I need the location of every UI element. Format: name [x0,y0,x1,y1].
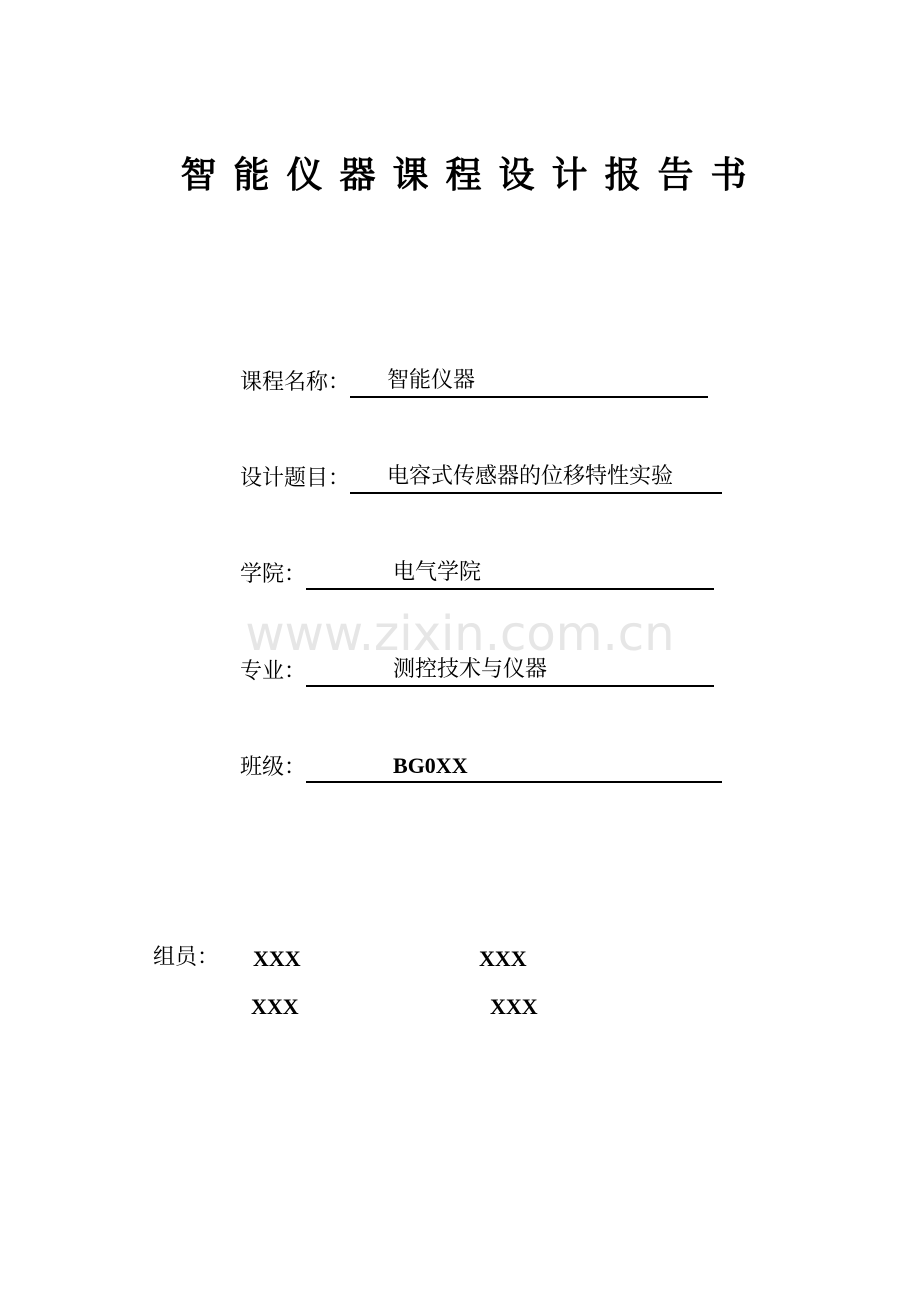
member-name: XXX [251,994,299,1019]
class-field [240,747,722,783]
design-topic-label: 设计题目： [240,466,351,491]
design-topic-field [240,458,722,494]
major-label: 专业： [240,659,307,684]
design-topic-value: 电容式传感器的位移特性实验 [387,464,674,489]
member-name: XXX [490,994,538,1019]
course-name-value: 智能仪器 [387,368,476,393]
member-name: XXX [479,946,527,971]
class-label: 班级： [240,755,307,780]
major-value: 测控技术与仪器 [393,657,548,682]
watermark: www.zixin.com.cn [245,606,675,662]
members-label: 组员： [153,945,220,970]
college-field [240,554,714,590]
major-underline [306,655,714,687]
college-label: 学院： [240,562,307,587]
class-underline [306,751,722,783]
course-name-field [240,362,708,398]
course-name-underline [350,366,708,398]
class-value: BG0XX [393,753,468,778]
major-field [240,651,714,687]
member-name: XXX [253,946,301,971]
course-name-label: 课程名称： [240,370,351,395]
college-underline [306,558,714,590]
report-title: 智能仪器课程设计报告书 [180,154,764,196]
design-topic-underline [350,462,722,494]
college-value: 电气学院 [393,560,482,585]
